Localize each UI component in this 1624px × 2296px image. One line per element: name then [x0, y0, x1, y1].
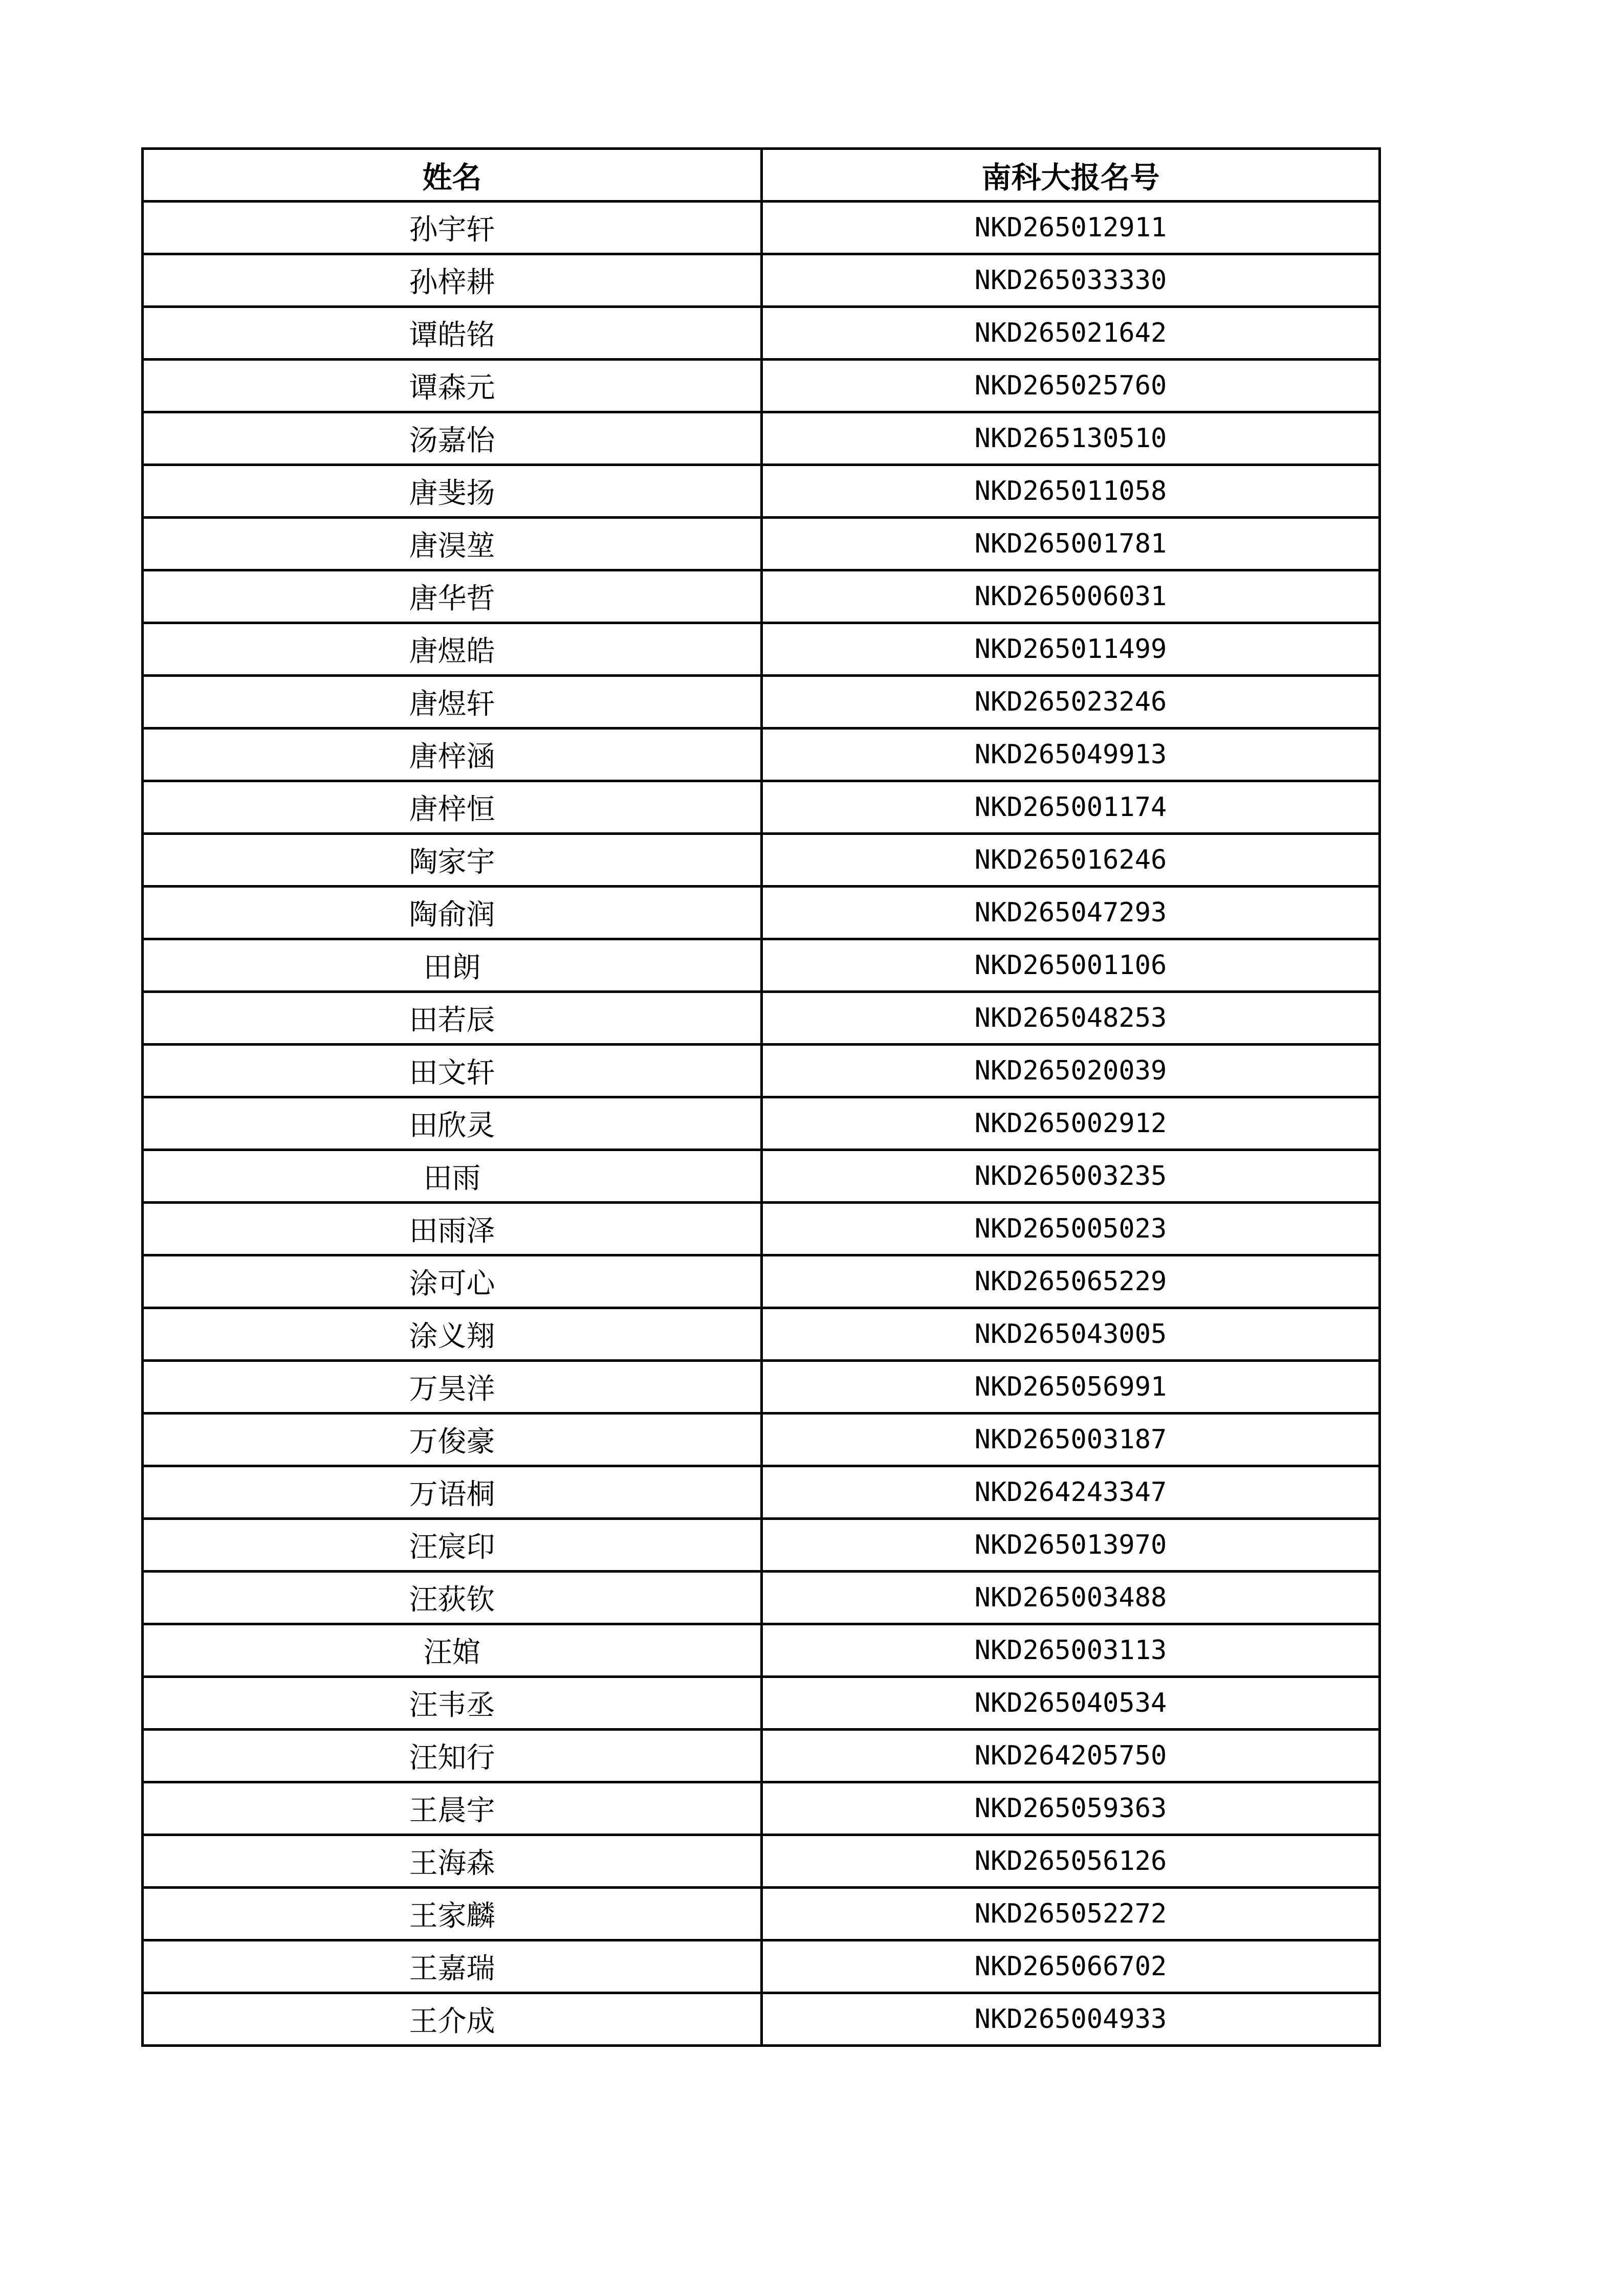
student-name-cell: 唐淏堃: [143, 518, 762, 570]
table-row: [143, 570, 1380, 623]
table-row: [143, 1572, 1380, 1624]
registration-id-cell: NKD265040534: [762, 1677, 1380, 1730]
registration-id-cell: NKD265033330: [762, 254, 1380, 307]
student-name-cell: 汤嘉怡: [143, 412, 762, 465]
header-row: [143, 149, 1380, 202]
student-name-cell: 王晨宇: [143, 1782, 762, 1835]
student-name-cell: 万语桐: [143, 1466, 762, 1519]
table-row: [143, 939, 1380, 992]
registration-id-cell: NKD265001781: [762, 518, 1380, 570]
registration-id-cell: NKD265056126: [762, 1835, 1380, 1888]
student-name-cell: 涂义翔: [143, 1308, 762, 1361]
header-name: 姓名: [143, 149, 762, 202]
student-name-cell: 万昊洋: [143, 1361, 762, 1414]
table-row: [143, 1150, 1380, 1203]
table-header: [143, 149, 1380, 202]
table-row: [143, 202, 1380, 254]
student-name-cell: 唐斐扬: [143, 465, 762, 518]
student-name-cell: 陶俞润: [143, 887, 762, 939]
table-row: [143, 1361, 1380, 1414]
table-row: [143, 887, 1380, 939]
student-name-cell: 王海森: [143, 1835, 762, 1888]
table-row: [143, 254, 1380, 307]
student-name-cell: 王家麟: [143, 1888, 762, 1940]
student-name-cell: 田若辰: [143, 992, 762, 1045]
table-row: [143, 1519, 1380, 1572]
student-name-cell: 唐华哲: [143, 570, 762, 623]
registration-id-cell: NKD265001106: [762, 939, 1380, 992]
registration-id-cell: NKD265066702: [762, 1940, 1380, 1993]
registration-id-cell: NKD265021642: [762, 307, 1380, 360]
table-row: [143, 834, 1380, 887]
table-row: [143, 1993, 1380, 2046]
student-name-cell: 唐煜皓: [143, 623, 762, 676]
student-name-cell: 田朗: [143, 939, 762, 992]
table-row: [143, 412, 1380, 465]
student-name-cell: 田文轩: [143, 1045, 762, 1097]
table-row: [143, 1466, 1380, 1519]
registration-id-cell: NKD265130510: [762, 412, 1380, 465]
registration-id-cell: NKD265020039: [762, 1045, 1380, 1097]
registration-id-cell: NKD265003488: [762, 1572, 1380, 1624]
header-registration-id: 南科大报名号: [762, 149, 1380, 202]
table-row: [143, 1782, 1380, 1835]
student-name-cell: 田雨: [143, 1150, 762, 1203]
table-row: [143, 518, 1380, 570]
table-row: [143, 1097, 1380, 1150]
registration-id-cell: NKD265001174: [762, 781, 1380, 834]
table-row: [143, 360, 1380, 412]
table-row: [143, 992, 1380, 1045]
student-name-cell: 孙梓耕: [143, 254, 762, 307]
registration-id-cell: NKD265012911: [762, 202, 1380, 254]
student-roster-table: [141, 147, 1381, 2047]
table-row: [143, 1730, 1380, 1782]
registration-id-cell: NKD265023246: [762, 676, 1380, 728]
registration-id-cell: NKD265013970: [762, 1519, 1380, 1572]
registration-id-cell: NKD265048253: [762, 992, 1380, 1045]
table-row: [143, 1835, 1380, 1888]
table-row: [143, 728, 1380, 781]
registration-id-cell: NKD265002912: [762, 1097, 1380, 1150]
student-name-cell: 田雨泽: [143, 1203, 762, 1255]
student-name-cell: 唐梓恒: [143, 781, 762, 834]
table-row: [143, 1414, 1380, 1466]
student-name-cell: 孙宇轩: [143, 202, 762, 254]
table-row: [143, 1308, 1380, 1361]
table-row: [143, 1255, 1380, 1308]
registration-id-cell: NKD265059363: [762, 1782, 1380, 1835]
table-row: [143, 1677, 1380, 1730]
table-row: [143, 1045, 1380, 1097]
table-row: [143, 465, 1380, 518]
student-name-cell: 王介成: [143, 1993, 762, 2046]
student-name-cell: 汪韦丞: [143, 1677, 762, 1730]
student-name-cell: 涂可心: [143, 1255, 762, 1308]
student-name-cell: 陶家宇: [143, 834, 762, 887]
registration-id-cell: NKD265006031: [762, 570, 1380, 623]
registration-id-cell: NKD265065229: [762, 1255, 1380, 1308]
registration-id-cell: NKD265049913: [762, 728, 1380, 781]
student-name-cell: 谭皓铭: [143, 307, 762, 360]
table-row: [143, 676, 1380, 728]
registration-id-cell: NKD264243347: [762, 1466, 1380, 1519]
student-name-cell: 谭森元: [143, 360, 762, 412]
table-body: [143, 202, 1380, 2046]
table-row: [143, 1624, 1380, 1677]
table-row: [143, 307, 1380, 360]
registration-id-cell: NKD265011499: [762, 623, 1380, 676]
student-name-cell: 唐煜轩: [143, 676, 762, 728]
student-name-cell: 汪婠: [143, 1624, 762, 1677]
registration-id-cell: NKD264205750: [762, 1730, 1380, 1782]
registration-id-cell: NKD265011058: [762, 465, 1380, 518]
registration-id-cell: NKD265043005: [762, 1308, 1380, 1361]
registration-id-cell: NKD265056991: [762, 1361, 1380, 1414]
table-row: [143, 781, 1380, 834]
student-name-cell: 汪宸印: [143, 1519, 762, 1572]
student-name-cell: 唐梓涵: [143, 728, 762, 781]
registration-id-cell: NKD265052272: [762, 1888, 1380, 1940]
table-row: [143, 1203, 1380, 1255]
registration-id-cell: NKD265016246: [762, 834, 1380, 887]
student-name-cell: 田欣灵: [143, 1097, 762, 1150]
registration-id-cell: NKD265005023: [762, 1203, 1380, 1255]
registration-id-cell: NKD265047293: [762, 887, 1380, 939]
registration-id-cell: NKD265004933: [762, 1993, 1380, 2046]
student-name-cell: 万俊豪: [143, 1414, 762, 1466]
table-row: [143, 623, 1380, 676]
student-name-cell: 王嘉瑞: [143, 1940, 762, 1993]
registration-id-cell: NKD265003235: [762, 1150, 1380, 1203]
registration-id-cell: NKD265025760: [762, 360, 1380, 412]
student-name-cell: 汪知行: [143, 1730, 762, 1782]
student-name-cell: 汪荻钦: [143, 1572, 762, 1624]
table-row: [143, 1888, 1380, 1940]
table-row: [143, 1940, 1380, 1993]
registration-id-cell: NKD265003113: [762, 1624, 1380, 1677]
registration-id-cell: NKD265003187: [762, 1414, 1380, 1466]
